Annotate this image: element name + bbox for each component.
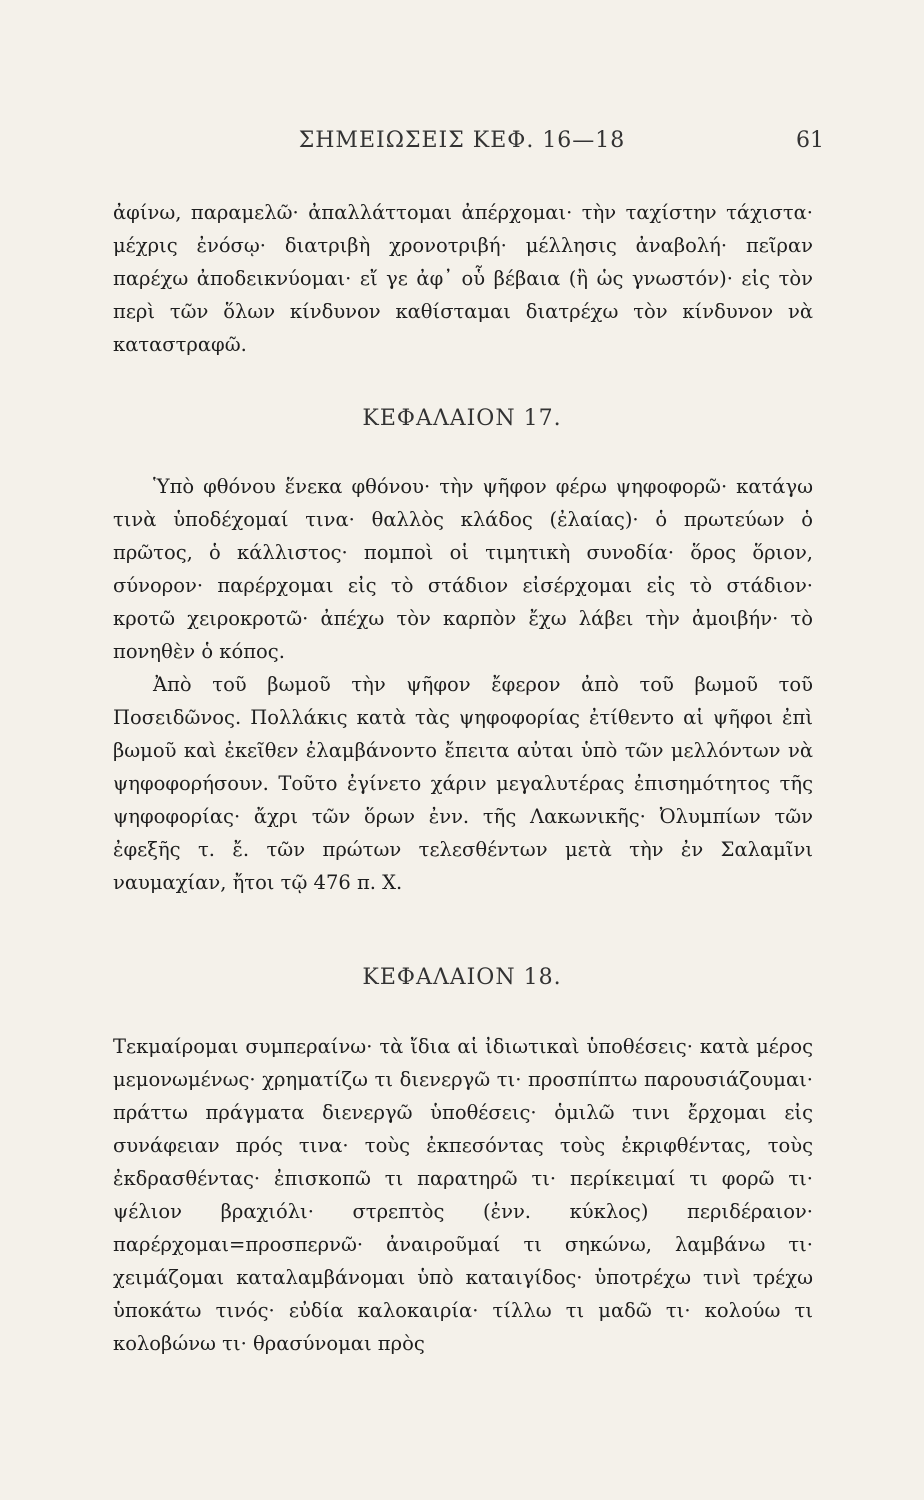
running-head [0,128,924,164]
chapter-17-paragraph-1: Ὑπὸ φθόνου ἕνεκα φθόνου· τὴν ψῆφον φέρω ψηφοφορῶ· κατάγω τινὰ ὑποδέχομαί τινα· θαλλὸς κλάδος (ἐλαίας)· ὁ πρωτεύων ὁ πρῶτος, ὁ κάλλιστος· πομποὶ οἱ τιμητικὴ συνοδία· ὅρος ὅριον, σύνορον· παρέρχομαι εἰς τὸ στάδιον εἰσέρχομαι εἰς τὸ στάδιον· κροτῶ χειροκροτῶ· ἀπέχω τὸν καρπὸν ἔχω λάβει τὴν ἀμοιβήν· τὸ πονηθὲν ὁ κόπος. [113,475,813,663]
running-head-title: ΣΗΜΕΙΩΣΕΙΣ ΚΕΦ. 16—18 [298,128,626,153]
page-number: 61 [796,128,824,153]
chapter-17-block [113,470,813,899]
chapter-18-heading: ΚΕΦΑΛΑΙΟΝ 18. [362,965,562,990]
chapter-17-heading: ΚΕΦΑΛΑΙΟΝ 17. [362,406,562,431]
chapter-18-block [113,1030,813,1360]
chapter-18-paragraph-1: Τεκμαίρομαι συμπεραίνω· τὰ ἴδια αἱ ἰδιωτικαὶ ὑποθέσεις· κατὰ μέρος μεμονωμένως· χρηματίζω τι διενεργῶ τι· προσπίπτω παρουσιάζουμαι· πράττω πράγματα διενεργῶ ὑποθέσεις· ὁμιλῶ τινι ἔρχομαι εἰς συνάφειαν πρός τινα· τοὺς ἐκπεσόντας τοὺς ἐκριφθέντας, τοὺς ἐκδρασθέντας· ἐπισκοπῶ τι παρατηρῶ τι· περίκειμαί τι φορῶ τι· ψέλιον βραχιόλι· στρεπτὸς (ἐνν. κύκλος) περιδέραιον· παρέρχομαι=προσπερνῶ· ἀναιροῦμαί τι σηκώνω, λαμβάνω τι· χειμάζομαι καταλαμβάνομαι ὑπὸ καταιγίδος· ὑποτρέχω τινὶ τρέχω ὑποκάτω τινός· εὐδία καλοκαιρία· τίλλω τι μαδῶ τι· κολούω τι κολοβώνω τι· θρασύνομαι πρὸς [113,1035,813,1355]
intro-paragraph: ἀφίνω, παραμελῶ· ἀπαλλάττομαι ἀπέρχομαι· τὴν ταχίστην τάχιστα· μέχρις ἐνόσῳ· διατριβὴ χρονοτριβή· μέλλησις ἀναβολή· πεῖραν παρέχω ἀποδεικνύομαι· εἴ γε ἀφ᾿ οὗ βέβαια (ἢ ὡς γνωστόν)· εἰς τὸν περὶ τῶν ὅλων κίνδυνον καθίσταμαι διατρέχω τὸν κίνδυνον νὰ καταστραφῶ. [113,201,813,356]
chapter-17-paragraph-2: Ἀπὸ τοῦ βωμοῦ τὴν ψῆφον ἔφερον ἀπὸ τοῦ βωμοῦ τοῦ Ποσειδῶνος. Πολλάκις κατὰ τὰς ψηφοφορίας ἐτίθεντο αἱ ψῆφοι ἐπὶ βωμοῦ καὶ ἐκεῖθεν ἐλαμβάνοντο ἔπειτα αὐται ὑπὸ τῶν μελλόντων νὰ ψηφοφορήσουν. Τοῦτο ἐγίνετο χάριν μεγαλυτέρας ἐπισημότητος τῆς ψηφοφορίας· ἄχρι τῶν ὅρων ἐνν. τῆς Λακωνικῆς· Ὀλυμπίων τῶν ἐφεξῆς τ. ἔ. τῶν πρώτων τελεσθέντων μετὰ τὴν ἐν Σαλαμῖνι ναυμαχίαν, ἤτοι τῷ 476 π. Χ. [113,673,813,894]
intro-block [113,196,813,361]
